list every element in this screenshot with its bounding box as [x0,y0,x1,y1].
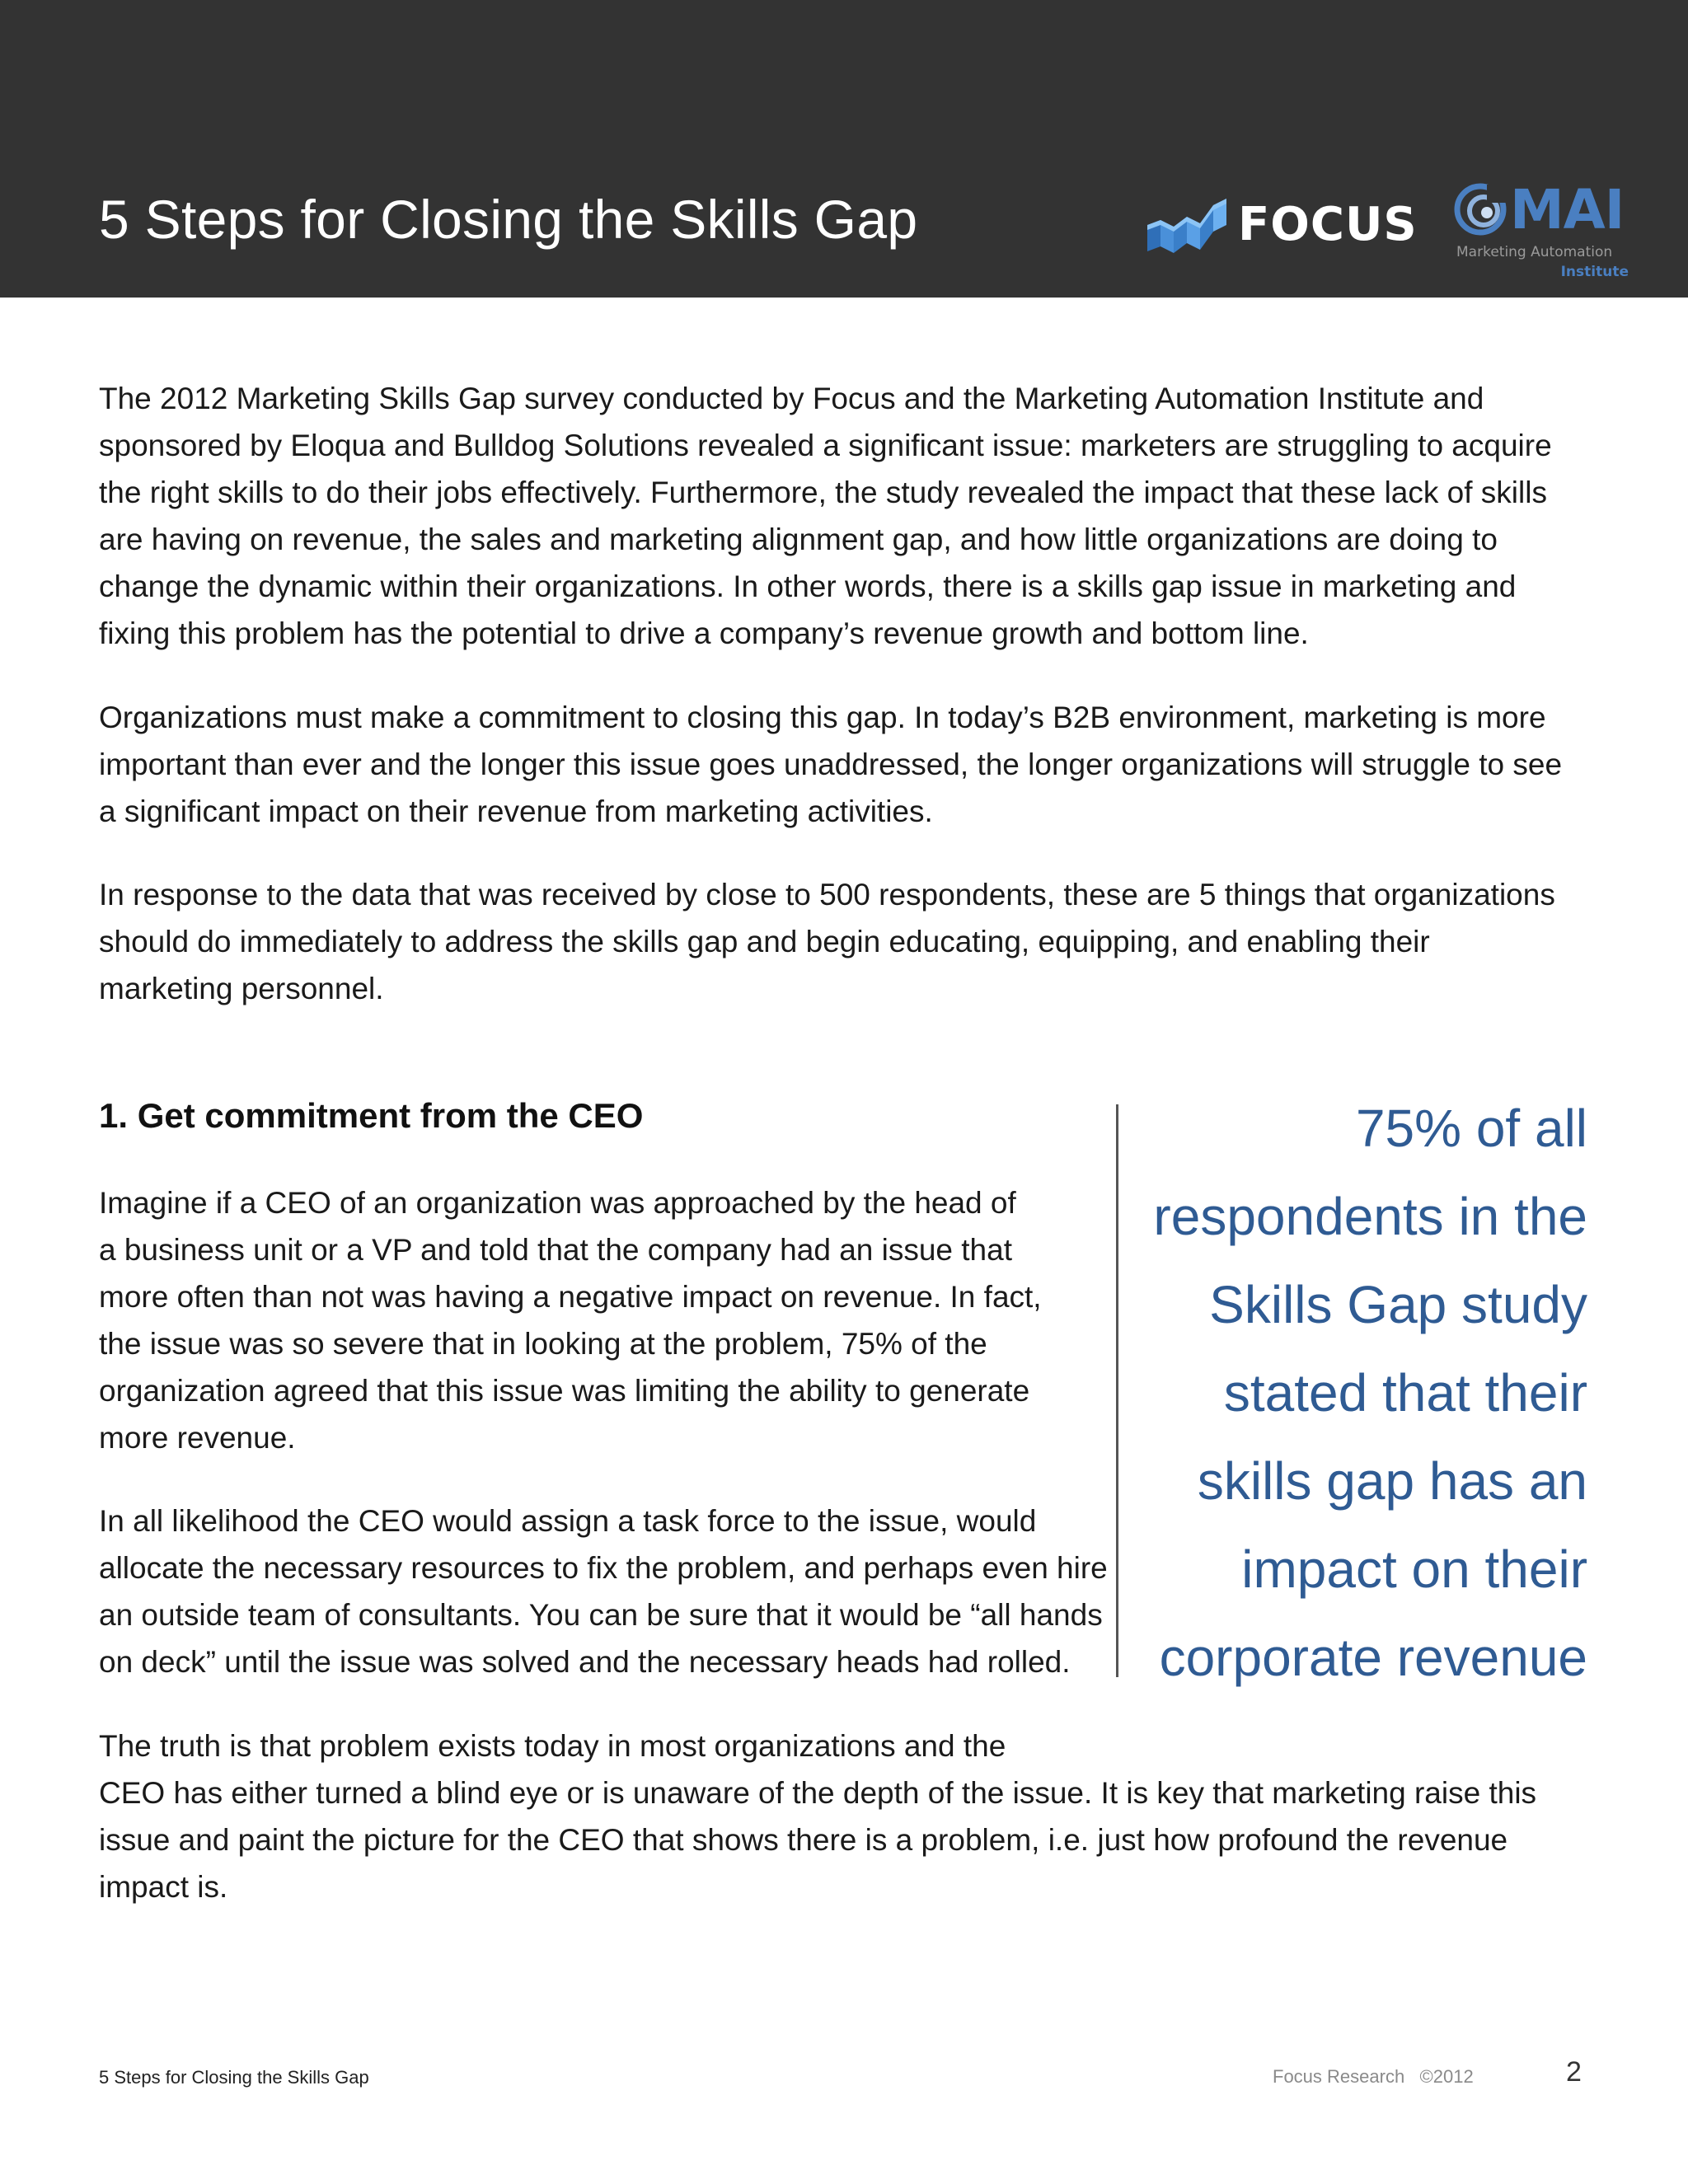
section-heading: 1. Get commitment from the CEO [99,1096,644,1135]
section-paragraph-3: The truth is that problem exists today in most organizations and the CEO has either turned a blind eye or is unaware of the depth of the issue. It is key that marketing raise this issue and paint the picture for the CEO that shows there is a problem, i.e. just how profound the revenue impact is. [99,1729,1537,1904]
section-paragraph-2: In all likelihood the CEO would assign a task force to the issue, would allocate the necessary resources to fix the problem, and perhaps even hire an outside team of consultants. You can be sure that it would be “all hands on deck” until the issue was solved and the necessary heads had rolled. [99,1504,1108,1679]
page-title: 5 Steps for Closing the Skills Gap [99,189,918,250]
focus-logo [1147,191,1418,257]
footer-publisher: Focus Research [1273,2066,1405,2087]
intro-paragraph-2: Organizations must make a commitment to closing this gap. In today’s B2B environment, marketing is more important than ever and the longer this issue goes unaddressed, the longer organizations will struggle to see a significant impact on their revenue from marketing activities. [99,701,1563,828]
mai-swirl-icon [1454,183,1507,236]
footer-title: 5 Steps for Closing the Skills Gap [99,2067,369,2088]
pull-quote-divider [1116,1104,1118,1677]
footer-copyright: ©2012 [1419,2066,1474,2087]
intro-paragraph-3: In response to the data that was received by close to 500 respondents, these are 5 things that organizations should do immediately to address the skills gap and begin educating, equipping, and enabling their marketing personnel. [99,878,1555,1005]
footer-credit [1273,2064,1474,2089]
page-header [0,0,1688,298]
mai-logo [1454,175,1635,290]
page-number: 2 [1566,2056,1582,2088]
section-paragraph-1: Imagine if a CEO of an organization was approached by the head of a business unit or a VP and told that the company had an issue that more often than not was having a negative impact on revenue. In fact, the issue was so severe that in looking at the problem, 75% of the organization agreed that this issue was limiting the ability to generate more revenue. [99,1186,1042,1455]
intro-paragraph-1: The 2012 Marketing Skills Gap survey conducted by Focus and the Marketing Automation Institute and sponsored by Eloqua and Bulldog Solutions revealed a significant issue: marketers are struggling to acquire the right skills to do their jobs effectively. Furthermore, the study revealed the impact that these lack of skills are having on revenue, the sales and marketing alignment gap, and how little organizations are doing to change the dynamic within their organizations. In other words, there is a skills gap issue in marketing and fixing this problem has the potential to drive a company’s revenue growth and bottom line. [99,382,1552,650]
mai-subtitle-line2: Institute [1560,264,1629,280]
mai-logo-text: MAI [1510,177,1625,241]
mai-subtitle-line1: Marketing Automation [1456,244,1613,260]
focus-logo-icon [1147,195,1226,253]
focus-logo-text: FOCUS [1238,197,1418,251]
pull-quote: 75% of all respondents in the Skills Gap study stated that their skills gap has an impact on their corporate revenue [1153,1099,1587,1687]
